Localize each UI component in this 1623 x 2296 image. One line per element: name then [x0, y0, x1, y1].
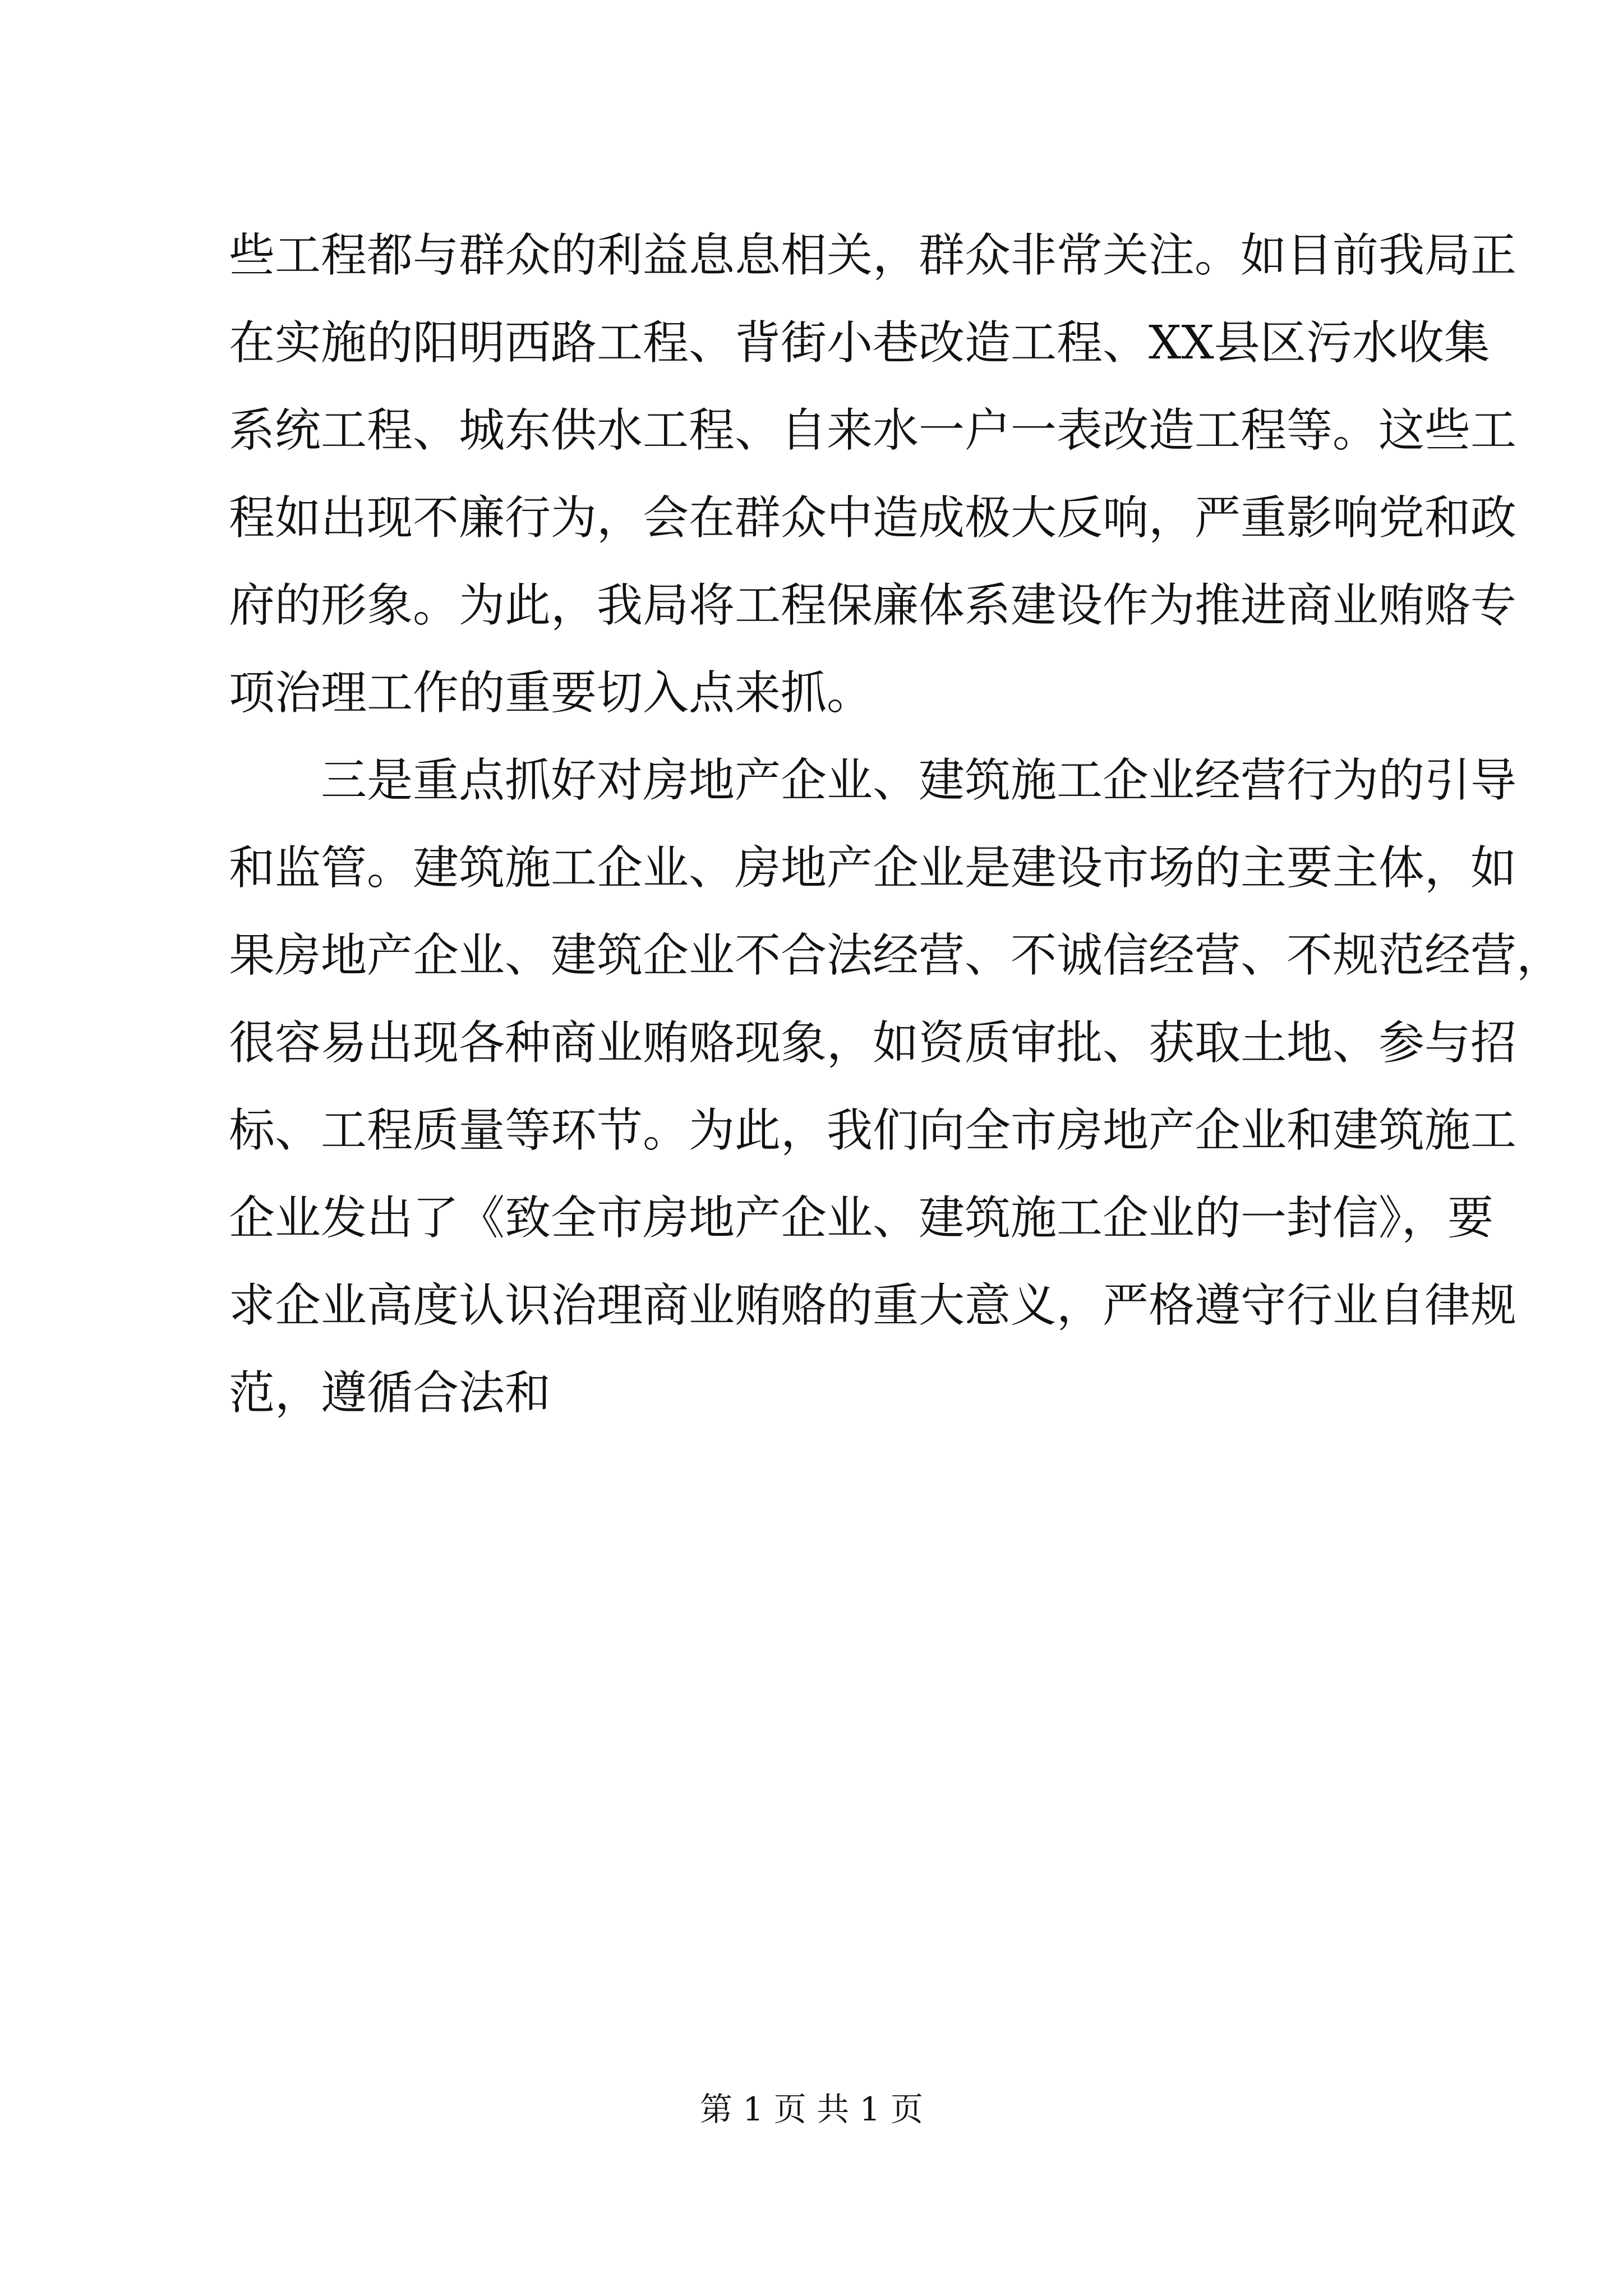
text-line: 很容易出现各种商业贿赂现象，如资质审批、获取土地、参与招 [229, 1016, 1517, 1070]
text-line: 企业发出了《致全市房地产企业、建筑施工企业的一封信》，要 [229, 1191, 1494, 1245]
text-line: 系统工程、城东供水工程、自来水一户一表改造工程等。这些工 [229, 404, 1517, 457]
text-line: 三是重点抓好对房地产企业、建筑施工企业经营行为的引导 [229, 754, 1517, 807]
text-line: 范，遵循合法和 [229, 1366, 551, 1420]
text-line: 项治理工作的重要切入点来抓。 [229, 666, 873, 720]
text-line: 府的形象。为此，我局将工程保廉体系建设作为推进商业贿赂专 [229, 579, 1517, 632]
text-line: 些工程都与群众的利益息息相关，群众非常关注。如目前我局正 [229, 229, 1517, 282]
text-line: 程如出现不廉行为，会在群众中造成极大反响，严重影响党和政 [229, 491, 1517, 545]
body-text [229, 212, 1563, 1437]
text-line: 标、工程质量等环节。为此，我们向全市房地产企业和建筑施工 [229, 1104, 1517, 1157]
text-line: 和监管。建筑施工企业、房地产企业是建设市场的主要主体，如 [229, 841, 1517, 895]
text-line: 求企业高度认识治理商业贿赂的重大意义，严格遵守行业自律规 [229, 1279, 1517, 1332]
text-line: 果房地产企业、建筑企业不合法经营、不诚信经营、不规范经营， [229, 929, 1563, 982]
text-line: 在实施的阳明西路工程、背街小巷改造工程、XX县区污水收集 [229, 316, 1490, 370]
page-footer: 第 1 页 共 1 页 [700, 2090, 923, 2128]
